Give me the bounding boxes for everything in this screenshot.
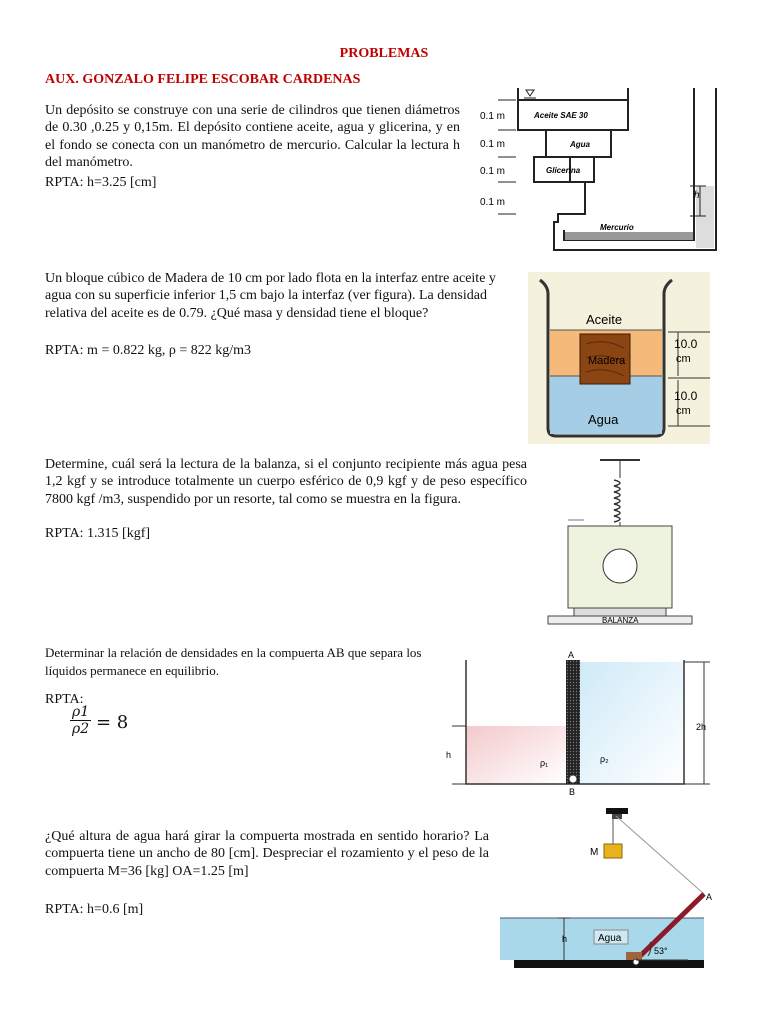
water-label: Agua	[588, 412, 619, 427]
angle-label: 53°	[654, 946, 668, 956]
layer-label: Glicerina	[546, 166, 581, 175]
dim-label: 0.1 m	[480, 111, 506, 122]
rho2-label: ρ₂	[600, 754, 609, 764]
ratio-numerator: ρ1	[72, 704, 90, 720]
problem-3-answer: RPTA: 1.315 [kgf]	[45, 526, 151, 541]
problem-1-figure	[470, 86, 720, 262]
problem-2-answer: RPTA: m = 0.822 kg, ρ = 822 kg/m3	[45, 343, 252, 358]
layer-label: Aceite SAE 30	[534, 111, 588, 120]
layer-label: Agua	[570, 140, 590, 149]
dim-label: 0.1 m	[480, 197, 506, 208]
oil-label: Aceite	[586, 312, 623, 327]
h-label: h	[694, 190, 700, 201]
rho1-label: ρ₁	[540, 758, 549, 768]
dim-value: 10.0	[674, 337, 698, 351]
author-name: AUX. GONZALO FELIPE ESCOBAR CARDENAS	[45, 72, 361, 87]
fluid-label: Agua	[598, 933, 622, 944]
problem-1-answer: RPTA: h=3.25 [cm]	[45, 175, 157, 190]
h-label: h	[446, 750, 452, 760]
dim-unit: cm	[676, 353, 691, 365]
point-a-label: A	[706, 892, 713, 902]
dim-label: 0.1 m	[480, 166, 506, 177]
problem-4-figure	[440, 648, 722, 798]
page-title: PROBLEMAS	[339, 46, 429, 61]
problem-5-figure	[498, 806, 720, 974]
point-b-label: B	[569, 787, 576, 797]
point-a-label: A	[568, 650, 575, 660]
problem-5-answer: RPTA: h=0.6 [m]	[45, 902, 144, 917]
density-ratio	[70, 704, 91, 737]
mass-label: M	[590, 847, 599, 858]
ratio-value: = 8	[96, 712, 129, 733]
problem-4-answer-label: RPTA:	[45, 692, 84, 707]
ratio-denominator: ρ2	[72, 721, 90, 737]
point-o-label: O	[633, 967, 640, 974]
problem-1-text: Un depósito se construye con una serie de cilindros que tienen diámetros de 0.30 ,0.25 y 0,15m. El depósito contiene aceite, agua y glicerina, y en el fondo se conecta con un manómetro de mercurio. Calcular la lectura h del manómetro.	[45, 103, 460, 170]
problem-5-text: ¿Qué altura de agua hará girar la compuerta mostrada en sentido horario? La compuerta tiene un ancho de 80 [cm]. Despreciar el rozamiento y el peso de la compuerta M=36 [kg] OA=1.25 [m]	[45, 829, 489, 879]
problem-3-text: Determine, cuál será la lectura de la balanza, si el conjunto recipiente más agua pesa 1,2 kgf y se introduce totalmente un cuerpo esférico de 0,9 kgf y de peso específico 7800 kgf /m3, suspendido por un resorte, tal como se muestra en la figura.	[45, 457, 527, 507]
wood-label: Madera	[588, 355, 626, 367]
dim-label: 0.1 m	[480, 139, 506, 150]
dim-unit: cm	[676, 405, 691, 417]
scale-label: BALANZA	[602, 616, 639, 625]
problem-2-text: Un bloque cúbico de Madera de 10 cm por lado flota en la interfaz entre aceite y agua con su superficie inferior 1,5 cm bajo la interfaz (ver figura). La densidad relativa del aceite es de 0.79. ¿Qué masa y densidad tiene el bloque?	[45, 271, 496, 321]
fluid-label: Mercurio	[600, 223, 634, 232]
problem-2-figure	[528, 272, 710, 444]
problem-3-figure	[544, 456, 696, 630]
dim-value: 10.0	[674, 389, 698, 403]
h-label: h	[562, 934, 568, 944]
two-h-label: 2h	[696, 722, 707, 732]
problem-4-text: Determinar la relación de densidades en la compuerta AB que separa los líquidos permanece en equilibrio.	[45, 645, 422, 678]
